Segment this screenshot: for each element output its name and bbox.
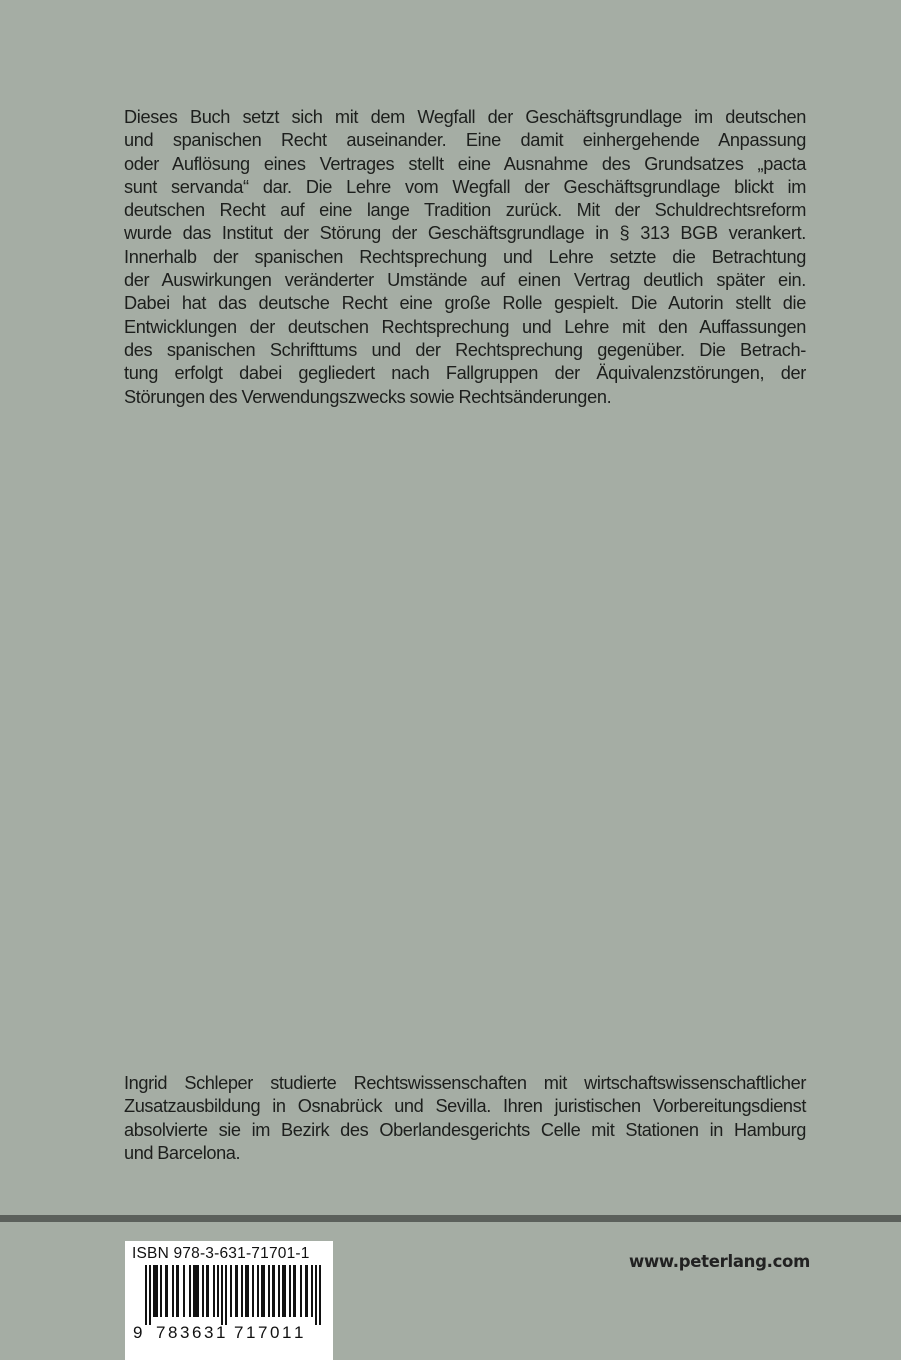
isbn-label: ISBN 978-3-631-71701-1 [132,1245,310,1262]
author-bio [124,1072,806,1165]
isbn-barcode [125,1241,333,1360]
ean-digit: 8 [168,1323,178,1342]
publisher-website: www.peterlang.com [629,1252,810,1271]
book-description [124,106,806,409]
bio-line: Zusatzausbildung in Osnabrück und Sevilla. Ihren juristischen Vorbereitungsdienst [124,1096,806,1117]
description-line: des spanischen Schrifttums und der Rechtsprechung gegenüber. Die Betrach- [124,339,806,360]
description-line: der Auswirkungen veränderter Umstände auf einen Vertrag deutlich später ein. [124,270,806,291]
description-line: Entwicklungen der deutschen Rechtsprechung und Lehre mit den Auffassungen [124,316,806,337]
description-line: tung erfolgt dabei gegliedert nach Fallgruppen der Äquivalenzstörungen, der [124,363,806,384]
description-line: Dieses Buch setzt sich mit dem Wegfall der Geschäftsgrundlage im deutschen [124,107,806,127]
ean-digit: 1 [216,1323,226,1342]
description-line: Innerhalb der spanischen Rechtsprechung und Lehre setzte die Betrachtung [124,246,806,267]
description-line: Dabei hat das deutsche Recht eine große Rolle gespielt. Die Autorin stellt die [124,293,806,314]
bio-line: Ingrid Schleper studierte Rechtswissenschaften mit wirtschaftswissenschaftlicher [124,1073,806,1093]
description-line: und spanischen Recht auseinander. Eine damit einhergehende Anpassung [124,130,806,151]
ean-digit: 3 [204,1323,214,1342]
ean-digit: 1 [282,1323,292,1342]
ean-digits [125,1323,333,1345]
ean-digit: 9 [133,1323,143,1342]
description-line: oder Auflösung eines Vertrages stellt eine Ausnahme des Grundsatzes „pacta [124,153,806,174]
ean-digit: 6 [192,1323,202,1342]
bio-line: absolvierte sie im Bezirk des Oberlandesgerichts Celle mit Stationen in Hamburg [124,1119,806,1140]
ean-digit: 7 [258,1323,268,1342]
description-line: wurde das Institut der Störung der Geschäftsgrundlage in § 313 BGB verankert. [124,223,806,244]
description-line: deutschen Recht auf eine lange Tradition zurück. Mit der Schuldrechtsreform [124,200,806,221]
bio-line: und Barcelona. [124,1142,241,1163]
ean-digit: 7 [234,1323,244,1342]
ean-digit: 7 [156,1323,166,1342]
ean-digit: 3 [180,1323,190,1342]
barcode-icon [145,1265,321,1325]
description-line: sunt servanda“ dar. Die Lehre vom Wegfall der Geschäftsgrundlage blickt im [124,176,806,197]
ean-digit: 1 [294,1323,304,1342]
ean-digit: 0 [270,1323,280,1342]
ean-digit: 1 [246,1323,256,1342]
divider-rule [0,1215,901,1222]
description-line: Störungen des Verwendungszwecks sowie Rechtsänderungen. [124,386,612,407]
